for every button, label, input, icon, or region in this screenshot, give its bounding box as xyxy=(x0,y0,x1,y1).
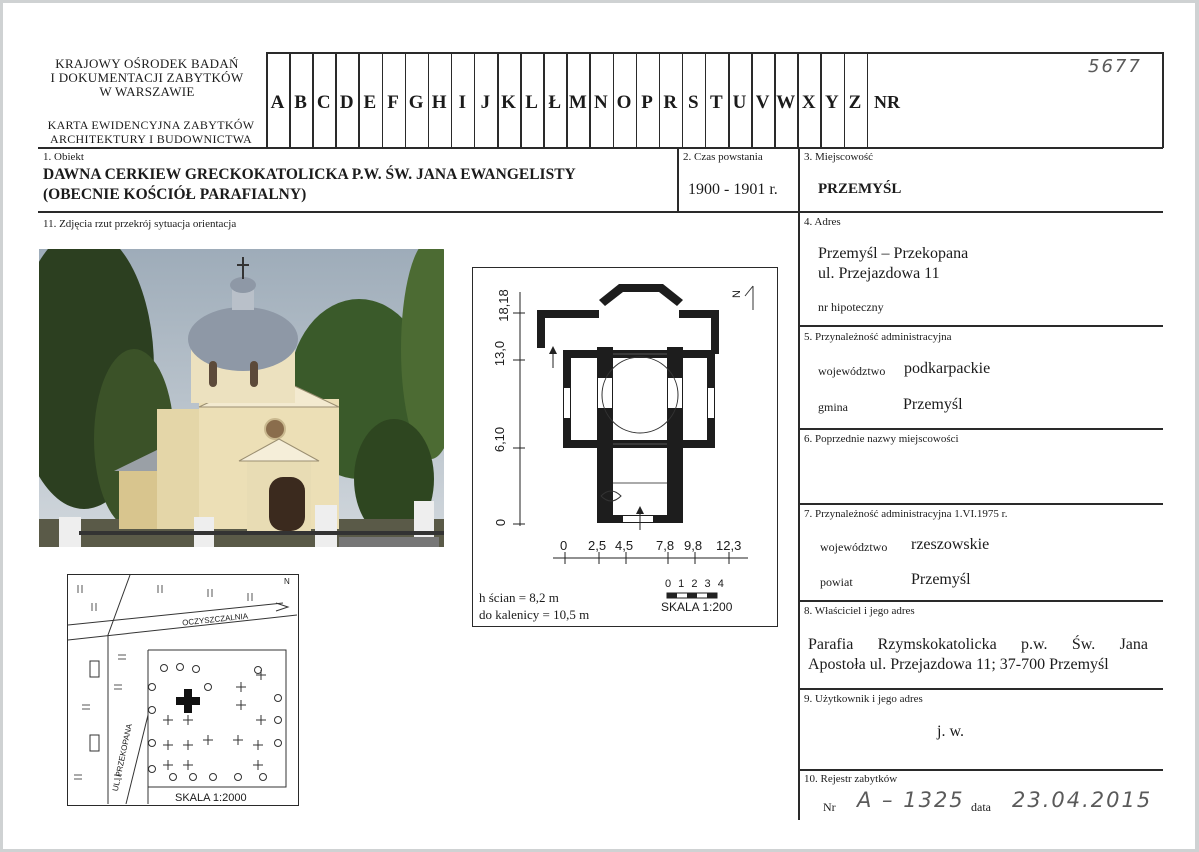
plan-do-kalenicy: do kalenicy = 10,5 m xyxy=(479,607,590,622)
plan-y-tick-3: 18,18 xyxy=(495,289,511,322)
letter-cell: P xyxy=(641,92,653,113)
plan-y-tick-2: 13,0 xyxy=(492,340,508,367)
plan-north-label: N xyxy=(730,290,743,298)
letter-cell: F xyxy=(387,92,399,113)
plan-scale-label: SKALA 1:200 xyxy=(661,600,733,614)
letter-divider xyxy=(566,52,568,147)
letter-divider xyxy=(636,52,638,147)
field-obiekt-line1: DAWNA CERKIEW GRECKOKATOLICKA P.W. ŚW. JANA EWANGELISTY xyxy=(43,166,576,183)
plan-x-tick-2: 4,5 xyxy=(615,538,634,553)
letter-cell: D xyxy=(339,92,354,113)
letter-cell: A xyxy=(270,92,285,113)
field-rejestr-data-value: 23.04.2015 xyxy=(1012,788,1153,812)
field-wlasciciel-label: 8. Właściciel i jego adres xyxy=(804,605,915,617)
field-adres-line2: ul. Przejazdowa 11 xyxy=(818,265,940,282)
field-obiekt-line2: (OBECNIE KOŚCIÓŁ PARAFIALNY) xyxy=(43,186,307,203)
letter-cell: C xyxy=(316,92,331,113)
field-wlasciciel-line1: Parafia Rzymskokatolicka p.w. Św. Jana xyxy=(808,636,1148,653)
field-admin-woj-value: podkarpackie xyxy=(904,360,991,377)
field-admin-gmina-value: Przemyśl xyxy=(903,396,963,413)
letter-divider xyxy=(613,52,615,147)
letter-divider xyxy=(266,52,268,147)
field-rejestr-nr-value: A – 1325 xyxy=(857,788,965,812)
nr-handwritten: 5677 xyxy=(1088,56,1142,77)
site-street-przekopana: UL. PRZEKOPANA xyxy=(110,722,134,793)
letter-cell: M xyxy=(568,92,587,113)
field-zdjecia-label: 11. Zdjęcia rzut przekrój sytuacja orientacja xyxy=(43,218,237,230)
letter-divider xyxy=(428,52,430,147)
field-adres-hipoteczny: nr hipoteczny xyxy=(818,300,884,314)
plan-x-tick-4: 9,8 xyxy=(684,538,703,553)
letter-cell: Ł xyxy=(548,92,562,113)
field-admin1975-woj-label: województwo xyxy=(820,540,888,554)
field-czas-value: 1900 - 1901 r. xyxy=(688,181,778,198)
plan-x-tick-1: 2,5 xyxy=(588,538,607,553)
nr-label: NR xyxy=(874,92,900,112)
letter-cell: H xyxy=(431,92,447,113)
letter-cell: L xyxy=(525,92,538,113)
letter-divider xyxy=(358,52,360,147)
letter-cell: U xyxy=(732,92,747,113)
letter-divider xyxy=(820,52,822,147)
institution-name: KRAJOWY OŚRODEK BADAŃ I DOKUMENTACJI ZABYTKÓW W WARSZAWIE xyxy=(50,56,244,99)
header-divider xyxy=(38,147,1163,149)
letter-divider xyxy=(705,52,707,147)
site-street-oczyszczalnia: OCZYSZCZALNIA xyxy=(181,611,249,628)
letter-divider xyxy=(751,52,753,147)
letter-cell: V xyxy=(755,92,770,113)
letter-divider xyxy=(844,52,846,147)
field-poprzednie-label: 6. Poprzednie nazwy miejscowości xyxy=(804,433,959,445)
letter-divider xyxy=(497,52,499,147)
letter-cell: K xyxy=(501,92,516,113)
letter-divider xyxy=(382,52,384,147)
field-admin1975-powiat-value: Przemyśl xyxy=(911,571,971,588)
field-uzytkownik-value: j. w. xyxy=(937,723,964,740)
field-czas-label: 2. Czas powstania xyxy=(683,151,763,163)
church-photo xyxy=(39,249,444,547)
letter-divider xyxy=(659,52,661,147)
letter-divider xyxy=(289,52,291,147)
letter-divider xyxy=(451,52,453,147)
letter-cell: S xyxy=(688,92,699,113)
site-north-label: N xyxy=(284,577,290,586)
field-admin-label: 5. Przynależność administracyjna xyxy=(804,331,952,343)
field-miejscowosc-label: 3. Miejscowość xyxy=(804,151,874,163)
field-adres-line1: Przemyśl – Przekopana xyxy=(818,245,969,262)
site-scale-label: SKALA 1:2000 xyxy=(175,792,247,804)
letter-cell: W xyxy=(776,92,796,113)
letter-divider xyxy=(520,52,522,147)
field-miejscowosc-value: PRZEMYŚL xyxy=(818,181,902,197)
field-admin-gmina-label: gmina xyxy=(818,400,848,414)
plan-y-tick-1: 6,10 xyxy=(492,426,508,453)
letter-cell: R xyxy=(663,92,678,113)
letter-cell: N xyxy=(594,92,608,113)
letter-divider xyxy=(474,52,476,147)
field-rejestr-label: 10. Rejestr zabytków xyxy=(804,773,898,785)
letter-divider xyxy=(405,52,407,147)
field-admin1975-powiat-label: powiat xyxy=(820,575,853,589)
floor-plan xyxy=(472,267,778,627)
letter-cell: I xyxy=(458,92,466,113)
letter-divider xyxy=(589,52,591,147)
letter-cell: O xyxy=(616,92,632,113)
letter-cell: B xyxy=(294,92,307,113)
letter-cell: E xyxy=(363,92,377,113)
plan-x-tick-0: 0 xyxy=(560,538,568,553)
letter-divider xyxy=(335,52,337,147)
letter-divider xyxy=(797,52,799,147)
plan-h-scian: h ścian = 8,2 m xyxy=(479,590,559,605)
plan-x-tick-3: 7,8 xyxy=(656,538,675,553)
plan-x-tick-5: 12,3 xyxy=(716,538,742,553)
letter-divider xyxy=(867,52,869,147)
letter-divider xyxy=(728,52,730,147)
letter-cell: G xyxy=(408,92,424,113)
letter-cell: T xyxy=(710,92,723,113)
letter-divider xyxy=(312,52,314,147)
letter-cell: Y xyxy=(825,92,839,113)
field-adres-label: 4. Adres xyxy=(804,216,841,228)
field-rejestr-data-label: data xyxy=(971,800,991,814)
plan-scale-numbers: 0 1 2 3 4 xyxy=(665,578,726,590)
letter-cell: Z xyxy=(848,92,862,113)
letter-divider xyxy=(682,52,684,147)
field-obiekt-label: 1. Obiekt xyxy=(43,151,84,163)
field-admin1975-woj-value: rzeszowskie xyxy=(911,536,990,553)
letter-cell: J xyxy=(480,92,491,113)
field-admin-woj-label: województwo xyxy=(818,364,886,378)
field-uzytkownik-label: 9. Użytkownik i jego adres xyxy=(804,693,923,705)
letter-divider xyxy=(774,52,776,147)
card-type: KARTA EWIDENCYJNA ZABYTKÓW ARCHITEKTURY I BUDOWNICTWA xyxy=(47,118,255,146)
letter-cell: X xyxy=(801,92,816,113)
field-wlasciciel-line2: Apostoła ul. Przejazdowa 11; 37-700 Przemyśl xyxy=(808,656,1109,673)
plan-y-tick-0: 0 xyxy=(493,518,509,527)
letter-divider xyxy=(543,52,545,147)
field-rejestr-nr-label: Nr xyxy=(823,800,836,814)
site-plan xyxy=(67,574,299,806)
field-admin1975-label: 7. Przynależność administracyjna 1.VI.1975 r. xyxy=(804,508,1008,520)
